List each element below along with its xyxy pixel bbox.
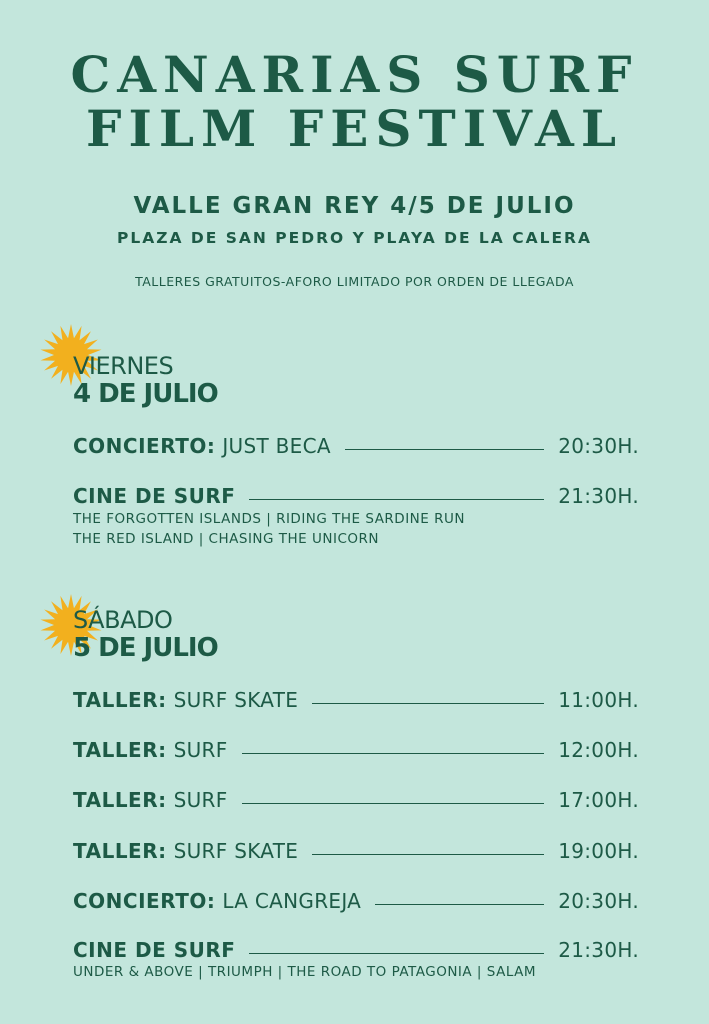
film-list-line: THE FORGOTTEN ISLANDS | RIDING THE SARDINE RUN	[73, 511, 465, 527]
event-label: TALLER:	[73, 839, 167, 863]
event-time: 19:00H.	[558, 839, 639, 863]
event-label: CONCIERTO:	[73, 889, 216, 913]
day-name-saturday: SÁBADO	[73, 606, 173, 634]
venue-location: PLAZA DE SAN PEDRO Y PLAYA DE LA CALERA	[117, 229, 592, 247]
event-row	[73, 736, 639, 764]
event-label: CINE DE SURF	[73, 484, 236, 508]
event-label: TALLER:	[73, 738, 167, 762]
leader-line	[249, 499, 544, 500]
event-label: TALLER:	[73, 788, 167, 812]
event-row	[73, 887, 639, 915]
day-date-saturday: 5 DE JULIO	[73, 633, 218, 663]
event-time: 20:30H.	[558, 434, 639, 458]
event-label: CONCIERTO:	[73, 434, 216, 458]
event-time: 17:00H.	[558, 788, 639, 812]
leader-line	[345, 449, 544, 450]
event-value: SURF	[173, 788, 228, 812]
event-value: JUST BECA	[222, 434, 331, 458]
event-value: LA CANGREJA	[222, 889, 362, 913]
event-time: 12:00H.	[558, 738, 639, 762]
day-name-friday: VIERNES	[73, 352, 174, 380]
event-value: SURF SKATE	[173, 688, 299, 712]
event-row	[73, 837, 639, 865]
event-row	[73, 432, 639, 460]
festival-title-line-1: CANARIAS SURF	[70, 45, 639, 104]
leader-line	[312, 854, 544, 855]
event-time: 21:30H.	[558, 484, 639, 508]
film-list-line: UNDER & ABOVE | TRIUMPH | THE ROAD TO PATAGONIA | SALAM	[73, 964, 537, 980]
event-row	[73, 686, 639, 714]
event-label: CINE DE SURF	[73, 938, 236, 962]
festival-title-line-2: FILM FESTIVAL	[86, 99, 623, 158]
event-row	[73, 482, 639, 510]
venue-dates: VALLE GRAN REY 4/5 DE JULIO	[133, 193, 576, 219]
leader-line	[249, 953, 544, 954]
event-row	[73, 786, 639, 814]
event-value: SURF	[173, 738, 228, 762]
leader-line	[312, 703, 544, 704]
film-list-line: THE RED ISLAND | CHASING THE UNICORN	[73, 531, 379, 547]
leader-line	[375, 904, 544, 905]
event-label: TALLER:	[73, 688, 167, 712]
event-value: SURF SKATE	[173, 839, 299, 863]
event-row	[73, 936, 639, 964]
leader-line	[242, 803, 545, 804]
leader-line	[242, 753, 545, 754]
event-time: 20:30H.	[558, 889, 639, 913]
event-time: 11:00H.	[558, 688, 639, 712]
workshop-note: TALLERES GRATUITOS-AFORO LIMITADO POR ORDEN DE LLEGADA	[135, 274, 574, 289]
day-date-friday: 4 DE JULIO	[73, 379, 218, 409]
event-time: 21:30H.	[558, 938, 639, 962]
